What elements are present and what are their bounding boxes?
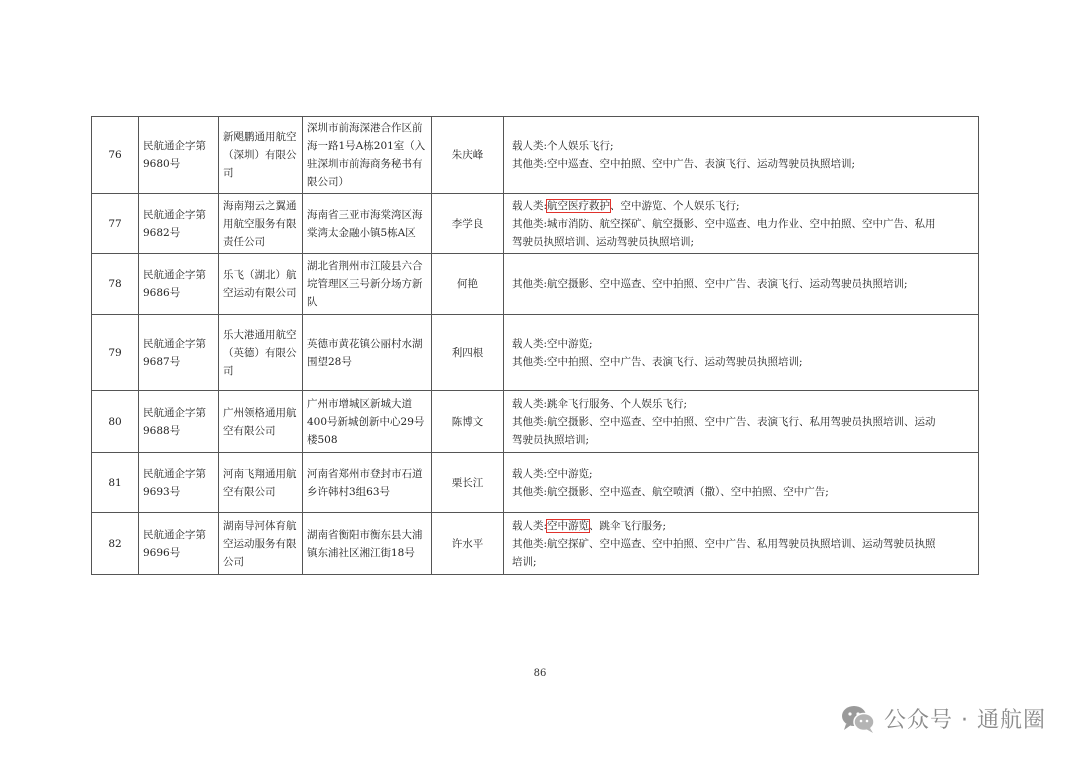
scope-text: 驾驶员执照培训; (512, 433, 590, 446)
table-row (92, 453, 979, 513)
highlighted-scope-item: 空中游览 (547, 519, 590, 532)
business-scope (504, 194, 979, 254)
company-name: 广州领格通用航空有限公司 (219, 391, 303, 453)
company-name: 新飓鹏通用航空（深圳）有限公司 (219, 117, 303, 194)
scope-line (512, 413, 974, 431)
company-address: 湖北省荆州市江陵县六合垸管理区三号新分场方新队 (303, 254, 432, 315)
scope-text: 载人类: (512, 519, 548, 532)
scope-line (512, 197, 974, 215)
scope-text: 载人类: (512, 199, 548, 212)
company-name: 乐飞（湖北）航空运动有限公司 (219, 254, 303, 315)
license-number: 民航通企字第9688号 (139, 391, 219, 453)
watermark (840, 703, 1046, 734)
license-number: 民航通企字第9680号 (139, 117, 219, 194)
table-row (92, 194, 979, 254)
scope-line (512, 553, 974, 571)
scope-text: 载人类:跳伞飞行服务、个人娱乐飞行; (512, 397, 688, 410)
scope-text: 其他类:航空摄影、空中巡查、空中拍照、空中广告、表演飞行、私用驾驶员执照培训、运动 (512, 415, 936, 428)
license-number: 民航通企字第9693号 (139, 453, 219, 513)
table-row (92, 315, 979, 391)
scope-text: 驾驶员执照培训、运动驾驶员执照培训; (512, 235, 695, 248)
scope-text: 、跳伞飞行服务; (589, 519, 667, 532)
scope-text: 载人类:空中游览; (512, 467, 593, 480)
scope-line (512, 335, 974, 353)
table-row (92, 254, 979, 315)
company-address: 深圳市前海深港合作区前海一路1号A栋201室（入驻深圳市前海商务秘书有限公司） (303, 117, 432, 194)
scope-line (512, 215, 974, 233)
scope-line (512, 431, 974, 449)
license-number: 民航通企字第9696号 (139, 513, 219, 575)
legal-representative: 许水平 (432, 513, 504, 575)
scope-line (512, 137, 974, 155)
business-scope (504, 391, 979, 453)
row-number: 80 (92, 391, 139, 453)
table-row (92, 513, 979, 575)
row-number: 79 (92, 315, 139, 391)
license-number: 民航通企字第9686号 (139, 254, 219, 315)
row-number: 78 (92, 254, 139, 315)
company-address: 英德市黄花镇公丽村水湖围望28号 (303, 315, 432, 391)
scope-line (512, 233, 974, 251)
scope-text: 载人类:个人娱乐飞行; (512, 140, 614, 152)
scope-text: 载人类:空中游览; (512, 337, 593, 350)
company-address: 湖南省衡阳市衡东县大浦镇东浦社区湘江街18号 (303, 513, 432, 575)
scope-text: 其他类:航空摄影、空中巡查、航空喷洒（撒）、空中拍照、空中广告; (512, 485, 829, 498)
company-address: 海南省三亚市海棠湾区海棠湾太金融小镇5栋A区 (303, 194, 432, 254)
watermark-text: 公众号 · 通航圈 (884, 708, 1046, 733)
license-number: 民航通企字第9687号 (139, 315, 219, 391)
table-row (92, 117, 979, 194)
scope-line (512, 395, 974, 413)
legal-representative: 陈博文 (432, 391, 504, 453)
scope-line (512, 353, 974, 371)
company-address: 广州市增城区新城大道400号新城创新中心29号楼508 (303, 391, 432, 453)
business-scope (504, 117, 979, 194)
scope-line (512, 465, 974, 483)
scope-text: 其他类:航空探矿、空中巡查、空中拍照、空中广告、私用驾驶员执照培训、运动驾驶员执照 (512, 537, 936, 550)
legal-representative: 李学良 (432, 194, 504, 254)
business-scope (504, 315, 979, 391)
license-number: 民航通企字第9682号 (139, 194, 219, 254)
legal-representative: 利四根 (432, 315, 504, 391)
business-scope (504, 453, 979, 513)
company-name: 河南飞翔通用航空有限公司 (219, 453, 303, 513)
business-scope (504, 513, 979, 575)
scope-text: 其他类:航空摄影、空中巡查、空中拍照、空中广告、表演飞行、运动驾驶员执照培训; (512, 278, 908, 290)
company-name: 湖南导河体育航空运动服务有限公司 (219, 513, 303, 575)
legal-representative: 朱庆峰 (432, 117, 504, 194)
row-number: 77 (92, 194, 139, 254)
business-scope (504, 254, 979, 315)
wechat-icon (840, 704, 876, 734)
scope-line (512, 483, 974, 501)
scope-text: 、空中游览、个人娱乐飞行; (610, 199, 740, 212)
row-number: 81 (92, 453, 139, 513)
scope-text: 其他类:城市消防、航空探矿、航空摄影、空中巡查、电力作业、空中拍照、空中广告、私用 (512, 217, 936, 230)
legal-representative: 栗长江 (432, 453, 504, 513)
row-number: 82 (92, 513, 139, 575)
scope-text: 其他类:空中拍照、空中广告、表演飞行、运动驾驶员执照培训; (512, 355, 803, 368)
company-name: 海南翔云之翼通用航空服务有限责任公司 (219, 194, 303, 254)
scope-line (512, 535, 974, 553)
row-number: 76 (92, 117, 139, 194)
enterprise-table (91, 116, 979, 575)
company-address: 河南省郑州市登封市石道乡许韩村3组63号 (303, 453, 432, 513)
scope-line (512, 517, 974, 535)
scope-text: 培训; (512, 555, 537, 568)
scope-text: 其他类:空中巡查、空中拍照、空中广告、表演飞行、运动驾驶员执照培训; (512, 158, 856, 170)
table-row (92, 391, 979, 453)
legal-representative: 何艳 (432, 254, 504, 315)
scope-line (512, 275, 974, 293)
table-body (92, 117, 979, 575)
company-name: 乐大港通用航空（英德）有限公司 (219, 315, 303, 391)
highlighted-scope-item: 航空医疗救护 (547, 199, 611, 212)
page-number: 86 (533, 668, 547, 679)
scope-line (512, 155, 974, 173)
